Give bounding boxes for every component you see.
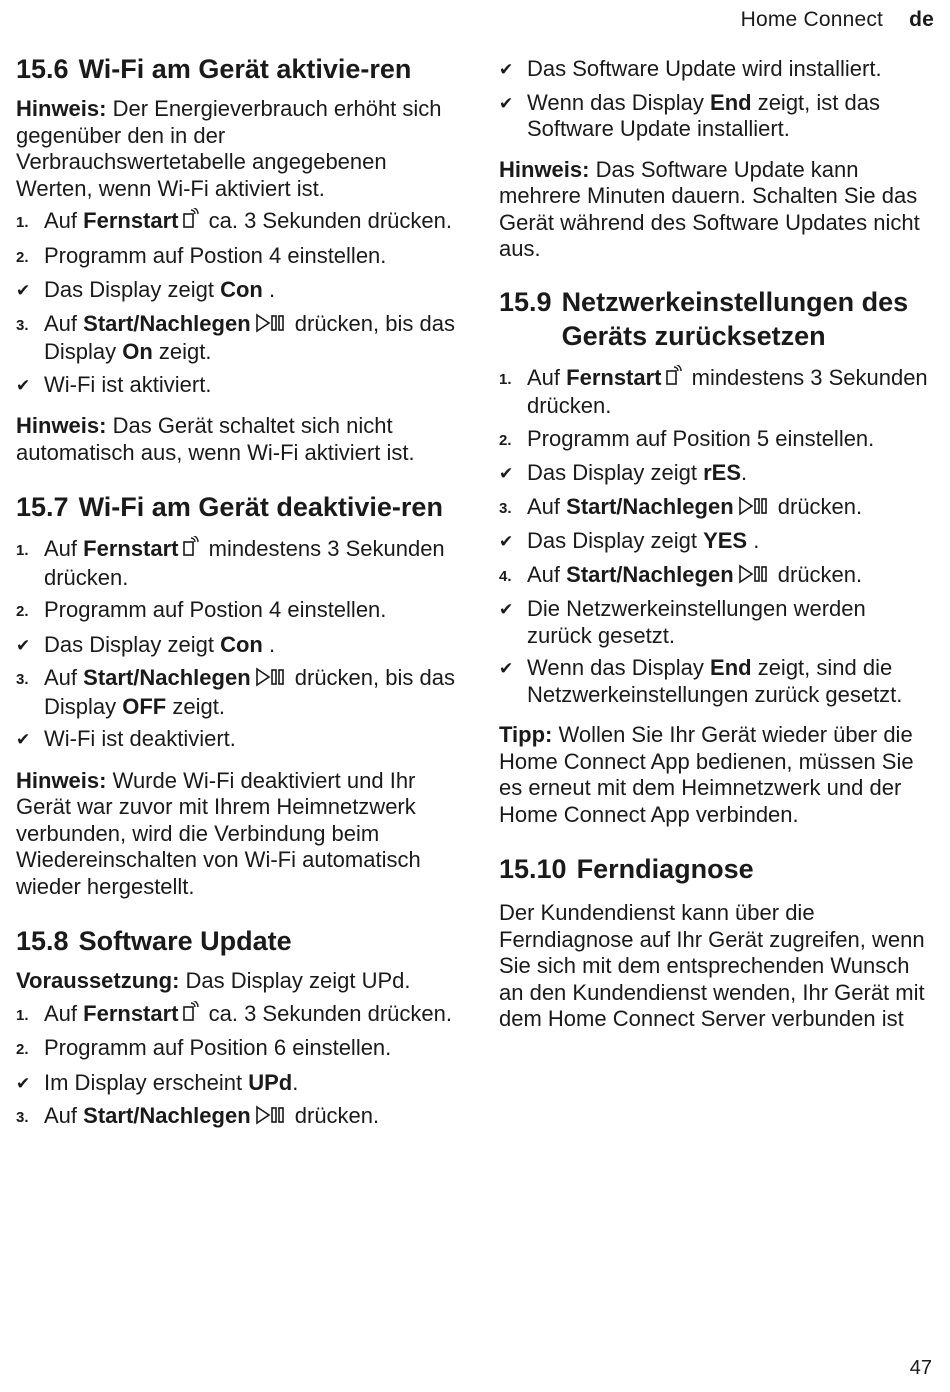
section-number: 15.8	[16, 926, 69, 956]
result	[499, 90, 935, 143]
button-name: Fernstart	[83, 536, 179, 561]
remote-start-icon	[666, 365, 682, 394]
section-heading	[499, 852, 935, 886]
result	[499, 528, 935, 556]
step	[16, 597, 456, 626]
step-number: 1.	[16, 542, 29, 559]
check-icon: ✔	[16, 730, 31, 749]
display-value: UPd	[248, 1069, 293, 1095]
section-heading	[499, 285, 935, 353]
note-label: Hinweis:	[16, 96, 107, 121]
result-text: Wi-Fi ist deaktiviert.	[44, 726, 236, 751]
step-number: 4.	[499, 567, 512, 585]
display-value: rES	[703, 460, 741, 485]
step-text: ca. 3 Sekunden drücken.	[202, 1000, 452, 1026]
result-text: .	[262, 277, 276, 302]
check-icon: ✔	[499, 464, 514, 483]
note-label: Hinweis:	[499, 156, 590, 182]
section-title: Wi-Fi am Gerät aktivie-ren	[78, 54, 412, 84]
prerequisite	[16, 968, 456, 995]
note-label: Hinweis:	[16, 767, 107, 793]
step	[16, 1103, 456, 1132]
remote-start-icon	[183, 1001, 199, 1030]
section-text: Der Kundendienst kann über die Ferndiagnose auf Ihr Gerät zugreifen, wenn Sie sich mit dem entsprechenden Wunsch an den Kundendienst wenden, Ihr Gerät mit dem Home Connect Server verbunden ist	[499, 900, 925, 1031]
step-text: Programm auf Position 6 einstellen.	[44, 1035, 392, 1060]
check-icon: ✔	[499, 600, 514, 619]
display-value: Con	[220, 631, 263, 657]
prerequisite-text: Das Display zeigt UPd.	[179, 968, 411, 993]
start-pause-icon	[738, 564, 768, 591]
button-name: Start/Nachlegen	[566, 493, 734, 519]
step-text: mindestens 3 Sekunden drücken.	[527, 364, 928, 418]
step	[16, 208, 456, 237]
step-text: drücken.	[771, 493, 863, 519]
step-text: Programm auf Position 5 einstellen.	[527, 425, 875, 451]
step-text: Auf	[44, 536, 84, 561]
display-value: YES	[703, 528, 748, 553]
step-number: 1.	[499, 370, 512, 388]
button-name: Fernstart	[83, 208, 179, 233]
result-text: Das Display zeigt	[527, 460, 704, 485]
step-text: Auf	[44, 1000, 84, 1026]
section-heading	[16, 490, 456, 524]
start-pause-icon	[255, 667, 285, 694]
step-text: ca. 3 Sekunden drücken.	[202, 208, 452, 233]
note-text: Der Energieverbrauch erhöht sich gegenüber den in der Verbrauchswertetabelle angegebenen Werten, wenn Wi-Fi aktiviert ist.	[16, 96, 442, 201]
check-icon: ✔	[499, 60, 514, 79]
display-value: End	[710, 89, 752, 115]
result	[499, 596, 935, 649]
result-text: zeigt, ist das Software Update installiert.	[527, 89, 880, 141]
step	[16, 311, 456, 366]
section-15-9	[499, 285, 935, 829]
display-value: Con	[220, 277, 263, 302]
right-column	[499, 56, 935, 1047]
step-text: drücken, bis das Display	[44, 665, 455, 719]
step	[499, 426, 935, 455]
step-text: Programm auf Postion 4 einstellen.	[44, 597, 387, 622]
result	[499, 460, 935, 488]
result-text: Das Display zeigt	[44, 631, 221, 657]
step-text: drücken, bis das Display	[44, 310, 455, 364]
result	[16, 277, 456, 305]
header-title: Home Connect	[740, 8, 884, 31]
step	[16, 536, 456, 591]
result-text: Im Display erscheint	[44, 1069, 249, 1095]
button-name: Start/Nachlegen	[83, 310, 251, 336]
result-text: .	[741, 460, 748, 485]
result-text: Wi-Fi ist aktiviert.	[44, 371, 212, 397]
section-heading	[16, 924, 456, 958]
step	[499, 562, 935, 591]
section-number: 15.10	[499, 854, 567, 884]
section-number: 15.7	[16, 492, 69, 522]
step-text: drücken.	[771, 561, 863, 587]
step	[16, 243, 456, 272]
tip-label: Tipp:	[499, 722, 553, 747]
check-icon: ✔	[499, 532, 514, 551]
button-name: Start/Nachlegen	[566, 561, 734, 587]
step-text: mindestens 3 Sekunden drücken.	[44, 536, 445, 590]
remote-start-icon	[183, 536, 199, 565]
result	[16, 726, 456, 754]
start-pause-icon	[738, 496, 768, 523]
result-text: Wenn das Display	[527, 655, 711, 680]
result-text: .	[292, 1069, 299, 1095]
section-title: Software Update	[78, 926, 292, 956]
step-number: 1.	[16, 214, 29, 231]
check-icon: ✔	[16, 635, 31, 655]
result-text: Wenn das Display	[527, 89, 711, 115]
language-code: de	[909, 8, 934, 31]
step-number: 1.	[16, 1006, 29, 1024]
step	[16, 665, 456, 720]
prerequisite-label: Voraussetzung:	[16, 968, 180, 993]
note-label: Hinweis:	[16, 413, 107, 438]
check-icon: ✔	[16, 1073, 31, 1093]
tip-text: Wollen Sie Ihr Gerät wieder über die Home Connect App bedienen, müssen Sie es erneut mit dem Heimnetzwerk und der Home Connect App verbinden.	[499, 722, 914, 827]
step-text: Auf	[44, 665, 84, 690]
step-text: Auf	[44, 208, 84, 233]
button-name: Start/Nachlegen	[83, 665, 251, 690]
step-text: Programm auf Postion 4 einstellen.	[44, 242, 387, 268]
note	[16, 768, 456, 901]
step-number: 2.	[16, 248, 29, 266]
section-number: 15.6	[16, 54, 69, 84]
step-number: 2.	[16, 1041, 29, 1058]
section-15-10	[499, 852, 935, 1033]
result	[499, 655, 935, 708]
check-icon: ✔	[16, 375, 31, 395]
note-text: Wurde Wi-Fi deaktiviert und Ihr Gerät war zuvor mit Ihrem Heimnetzwerk verbunden, wird die Verbindung beim Wiedereinschalten von Wi-Fi automatisch wieder hergestellt.	[16, 767, 421, 899]
result-text: Das Software Update wird installiert.	[527, 56, 882, 81]
step-number: 3.	[16, 671, 29, 688]
result	[16, 632, 456, 660]
start-pause-icon	[255, 1105, 285, 1132]
result	[499, 56, 935, 84]
step-number: 3.	[16, 316, 29, 334]
button-name: Fernstart	[566, 364, 662, 390]
result	[16, 372, 456, 400]
display-value: End	[710, 655, 752, 680]
tip	[499, 722, 935, 828]
note	[16, 413, 456, 466]
note	[499, 157, 935, 263]
button-name: Fernstart	[83, 1000, 179, 1026]
result	[16, 1070, 456, 1098]
result-text: .	[747, 528, 760, 553]
running-header	[741, 8, 934, 32]
note-text: Das Software Update kann mehrere Minuten dauern. Schalten Sie das Gerät während des Software Updates nicht aus.	[499, 156, 920, 261]
step-text: Auf	[44, 1103, 84, 1128]
step-text: Auf	[527, 364, 567, 390]
note-text: Das Gerät schaltet sich nicht automatisch aus, wenn Wi-Fi aktiviert ist.	[16, 413, 415, 465]
note	[16, 96, 456, 202]
start-pause-icon	[255, 313, 285, 340]
step-text: Auf	[527, 561, 567, 587]
step-number: 3.	[16, 1109, 29, 1126]
step-text: drücken.	[288, 1103, 380, 1128]
section-15-6	[16, 52, 456, 466]
display-value: OFF	[122, 693, 167, 719]
check-icon: ✔	[499, 93, 514, 113]
remote-start-icon	[183, 208, 199, 237]
section-title: Wi-Fi am Gerät deaktivie-ren	[78, 492, 443, 522]
result-text: .	[262, 631, 276, 657]
step	[16, 1001, 456, 1030]
step-number: 2.	[499, 431, 512, 449]
result-text: zeigt, sind die Netzwerkeinstellungen zurück gesetzt.	[527, 655, 903, 707]
step	[499, 365, 935, 420]
section-title: Ferndiagnose	[576, 854, 754, 884]
check-icon: ✔	[16, 281, 31, 300]
step-text: Auf	[527, 493, 567, 519]
step	[16, 1035, 456, 1064]
step-text: zeigt.	[166, 693, 225, 719]
step-number: 2.	[16, 603, 29, 620]
section-title: Netzwerkeinstellungen des Geräts zurücksetzen	[561, 286, 909, 351]
result-text: Das Display zeigt	[44, 277, 221, 302]
left-column	[16, 52, 456, 1146]
section-number: 15.9	[499, 286, 552, 317]
display-value: On	[122, 339, 153, 364]
section-heading	[16, 52, 456, 86]
section-15-8	[16, 924, 456, 1132]
result-text: Das Display zeigt	[527, 528, 704, 553]
page-number: 47	[909, 1357, 932, 1379]
step-text: zeigt.	[152, 339, 212, 364]
step-text: Auf	[44, 310, 84, 336]
step	[499, 494, 935, 523]
result-text: Die Netzwerkeinstellungen werden zurück gesetzt.	[527, 596, 866, 648]
step-number: 3.	[499, 499, 512, 517]
button-name: Start/Nachlegen	[83, 1103, 251, 1128]
check-icon: ✔	[499, 659, 514, 678]
section-15-7	[16, 490, 456, 900]
